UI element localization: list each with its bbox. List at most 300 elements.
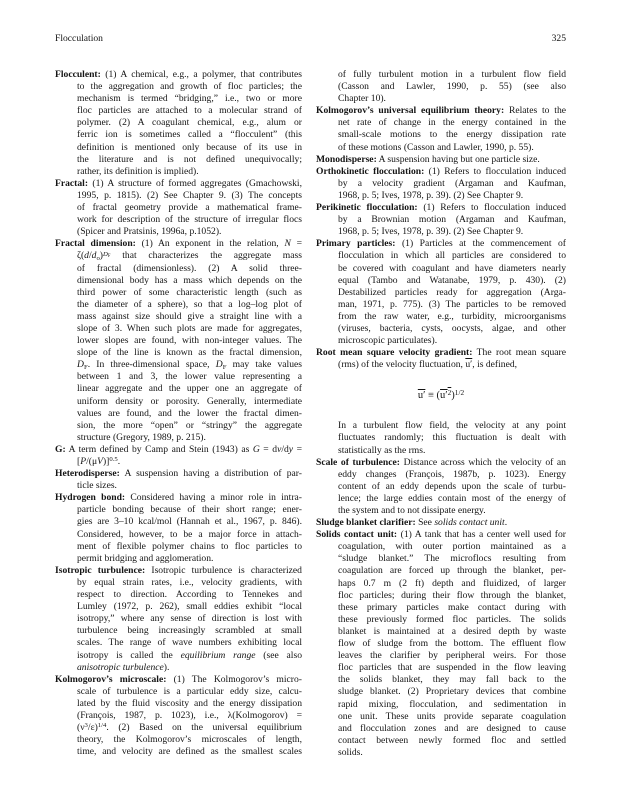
text-run: Isotropic turbulence: bbox=[55, 564, 146, 576]
entry-line bbox=[316, 142, 566, 154]
text-run: by a velocity gradient (Argaman and Kaufman, bbox=[338, 177, 566, 189]
entry-line bbox=[316, 250, 566, 262]
term-label bbox=[316, 202, 418, 213]
entry-line bbox=[55, 480, 302, 492]
entry-line bbox=[316, 166, 566, 178]
glossary-entry bbox=[55, 492, 302, 565]
text-run: coagulation are forced up through the blanket, per- bbox=[338, 565, 566, 577]
text-run: theory, the Kolmogorov’s microscales of length, bbox=[77, 734, 302, 746]
text-run: polymer. (2) A coagulant chemical, e.g., alum or bbox=[77, 117, 302, 129]
superscript bbox=[109, 456, 117, 463]
text-run: flocculation in which all particles are considered to bbox=[338, 250, 566, 262]
text-run: of fractal (dimensionless). (2) A solid three- bbox=[77, 262, 302, 274]
entry-line bbox=[55, 81, 302, 93]
text-run: mass against size should give a straight line with a bbox=[77, 310, 302, 322]
entry-line bbox=[55, 734, 302, 746]
text-run: A suspension having a distribution of par- bbox=[119, 468, 302, 480]
text-run: = d bbox=[259, 443, 278, 455]
entry-line bbox=[55, 129, 302, 141]
text-run: scale of turbulence is a particular eddy size, calcu- bbox=[77, 685, 302, 697]
text-run: N bbox=[284, 238, 291, 250]
entry-line bbox=[316, 311, 566, 323]
text-run: ) bbox=[451, 390, 455, 402]
entry-line bbox=[316, 517, 566, 529]
term-label bbox=[316, 154, 377, 165]
text-run: . In three-dimensional space, bbox=[87, 359, 216, 371]
text-run: sion, the more “open” or “stringy” the aggregate bbox=[77, 419, 302, 431]
entry-line bbox=[55, 613, 302, 625]
text-run: (1) Refers to flocculation induced bbox=[424, 165, 566, 177]
italic-text bbox=[253, 444, 260, 455]
entry-line bbox=[55, 214, 302, 226]
running-title: Flocculation bbox=[55, 33, 103, 44]
page-number: 325 bbox=[551, 33, 566, 44]
text-run: floc particles are attached to a molecular strand of bbox=[77, 105, 302, 117]
entry-line bbox=[316, 226, 566, 238]
glossary-entry bbox=[316, 202, 566, 238]
entry-line bbox=[55, 468, 302, 480]
entry-line bbox=[55, 577, 302, 589]
entry-line bbox=[55, 589, 302, 601]
subscript bbox=[84, 364, 88, 371]
term-label bbox=[55, 468, 120, 479]
term-label bbox=[316, 105, 504, 116]
text-run: solids. bbox=[338, 746, 363, 758]
entry-line bbox=[316, 202, 566, 214]
text-run: Perikinetic flocculation: bbox=[316, 202, 418, 214]
entry-line bbox=[316, 105, 566, 117]
text-run: 0.5 bbox=[109, 456, 118, 464]
entry-line bbox=[55, 444, 302, 456]
text-run: (viruses, bacteria, cysts, oocysts, algae, and other bbox=[338, 322, 566, 334]
text-run: ment of flexible polymer chains to floc particles to bbox=[77, 540, 302, 552]
entry-line bbox=[55, 347, 302, 359]
superscript bbox=[98, 722, 107, 729]
text-run: microscopic particulates). bbox=[338, 335, 438, 347]
entry-line bbox=[55, 492, 302, 504]
text-run: from the raw water, e.g., turbidity, microorganisms bbox=[338, 310, 566, 322]
entry-line bbox=[316, 81, 566, 93]
text-run: lower slopes are found, with non-integer values. The bbox=[77, 335, 302, 347]
text-run: rather, its definition is implied). bbox=[77, 165, 199, 177]
entry-line bbox=[55, 275, 302, 287]
text-run: /d bbox=[281, 443, 289, 455]
text-run: values are found, and the lower the fractal dimen- bbox=[77, 407, 302, 419]
text-run: [ bbox=[77, 456, 81, 467]
entry-line bbox=[316, 578, 566, 590]
entry-line bbox=[316, 214, 566, 226]
text-run: 2 bbox=[447, 388, 452, 398]
entry-line bbox=[55, 359, 302, 371]
text-run: , is defined, bbox=[472, 359, 518, 371]
text-run: ) bbox=[99, 250, 103, 262]
term-label bbox=[55, 238, 136, 249]
text-run: A suspension having but one particle size. bbox=[376, 153, 540, 165]
entry-line bbox=[55, 383, 302, 395]
text-run: work for description of the structure of irregular flocs bbox=[77, 214, 302, 226]
entry-line bbox=[55, 516, 302, 528]
entry-line bbox=[316, 590, 566, 602]
text-run: that characterizes the aggregate mass bbox=[110, 250, 302, 262]
text-run: be covered with coagulant and have diameters nearly bbox=[338, 262, 566, 274]
text-run: statistically as the rms. bbox=[338, 444, 426, 456]
text-run: lated by the fluid viscosity and the energy dissipation bbox=[77, 697, 302, 709]
text-run: Scale of turbulence: bbox=[316, 456, 400, 468]
entry-line bbox=[55, 408, 302, 420]
text-run: sludge blanket. (2) Proprietary devices that combine bbox=[338, 686, 566, 698]
italic-text bbox=[434, 517, 504, 528]
entry-line bbox=[316, 469, 566, 481]
text-run: scales. The range of wave numbers exhibiting local bbox=[77, 637, 302, 649]
entry-line bbox=[316, 505, 566, 517]
running-header bbox=[55, 33, 566, 45]
text-run: P bbox=[80, 456, 87, 467]
entry-line bbox=[316, 263, 566, 275]
glossary-entry bbox=[55, 674, 302, 759]
text-run: contact between newly formed floc and settled bbox=[338, 734, 566, 746]
entry-line bbox=[55, 154, 302, 166]
text-run: u′ bbox=[417, 390, 426, 402]
text-run: G bbox=[252, 443, 260, 455]
text-run: turbulence being increasingly scrambled at small bbox=[77, 625, 302, 637]
text-run: D bbox=[77, 359, 84, 371]
text-run: dimensional body has a mass which depends on the bbox=[77, 274, 302, 286]
text-run: d bbox=[84, 250, 89, 262]
entry-line bbox=[316, 178, 566, 190]
italic-text bbox=[77, 359, 84, 370]
entry-line bbox=[316, 638, 566, 650]
text-run: Chapter 10). bbox=[338, 93, 386, 105]
glossary-entry bbox=[316, 154, 566, 166]
glossary-entry bbox=[55, 178, 302, 238]
text-run: 1/2 bbox=[454, 388, 465, 398]
text-run: of these motions (Casson and Lawler, 1990, p. 55). bbox=[338, 141, 534, 153]
text-run: anisotropic turbulence bbox=[77, 661, 164, 673]
text-run: floc particles; during their flow through the blanket, bbox=[338, 589, 566, 601]
glossary-entry bbox=[316, 105, 566, 153]
text-run: these previously formed floc particles. The solids bbox=[338, 613, 566, 625]
text-run: structure (Gregory, 1989, p. 215). bbox=[77, 431, 206, 443]
text-run: V bbox=[97, 456, 103, 467]
entry-line bbox=[316, 238, 566, 250]
entry-line bbox=[316, 432, 566, 444]
entry-line bbox=[55, 541, 302, 553]
text-run: fluctuates randomly; this fluctuation is dealt with bbox=[338, 432, 566, 444]
text-run: u′ bbox=[465, 359, 473, 371]
text-run: gies are 3–10 kcal/mol (Hannah et al., 1967, p. 846). bbox=[77, 516, 302, 528]
text-run: Flocculent: bbox=[55, 69, 101, 80]
text-run: isotropy is called the bbox=[77, 649, 181, 661]
entry-line bbox=[55, 529, 302, 541]
entry-line bbox=[55, 142, 302, 154]
text-run: (1) A tank that has a center well used for bbox=[397, 529, 566, 541]
text-run: Distance across which the velocity of an bbox=[399, 456, 566, 468]
term-label bbox=[55, 565, 145, 576]
text-run: v bbox=[277, 443, 282, 455]
text-run: Primary particles: bbox=[316, 238, 396, 250]
term-label bbox=[316, 457, 400, 468]
entry-line bbox=[316, 541, 566, 553]
text-run: . bbox=[504, 517, 508, 529]
text-run: of fractal geometry provide a mathematical frame- bbox=[77, 202, 302, 214]
glossary-entry bbox=[55, 468, 302, 492]
text-run: equal (Tambo and Watanabe, 1979, p. 430). (2) bbox=[338, 274, 566, 286]
entry-line bbox=[316, 299, 566, 311]
text-run: /ε) bbox=[87, 722, 98, 734]
text-run: 3 bbox=[84, 722, 88, 730]
text-run: respect to direction. According to Tennekes and bbox=[77, 589, 302, 601]
entry-line bbox=[55, 456, 302, 468]
text-run: Orthokinetic flocculation: bbox=[316, 165, 425, 177]
entry-line bbox=[55, 226, 302, 238]
text-run: these primary particles make contact during with bbox=[338, 601, 566, 613]
entry-line bbox=[316, 335, 566, 347]
text-run: solids contact unit bbox=[434, 517, 505, 529]
text-run: . (2) Based on the universal equilibrium bbox=[106, 722, 302, 734]
entry-line bbox=[316, 420, 566, 432]
entry-line bbox=[55, 601, 302, 613]
text-run: 1995, p. 1815). (2) See Chapter 9. (3) The concepts bbox=[77, 189, 302, 201]
entry-line bbox=[55, 662, 302, 674]
glossary-entry bbox=[316, 529, 566, 759]
glossary-entry bbox=[316, 457, 566, 517]
term-label bbox=[316, 517, 416, 528]
entry-line bbox=[316, 323, 566, 335]
entry-line bbox=[55, 637, 302, 649]
text-run: net rate of change in the energy contained in the bbox=[338, 117, 566, 129]
subscript bbox=[96, 255, 99, 262]
text-run: (1) The Kolmogorov’s micro- bbox=[166, 673, 302, 685]
text-run: ζ( bbox=[77, 250, 85, 262]
text-run: D bbox=[215, 359, 223, 371]
entry-line bbox=[55, 263, 302, 275]
entry-line bbox=[316, 529, 566, 541]
entry-line bbox=[316, 650, 566, 662]
overline-symbol bbox=[440, 390, 451, 401]
text-run: ). bbox=[163, 661, 170, 673]
text-run: uniform density or porosity. Generally, intermediate bbox=[77, 395, 302, 407]
entry-line bbox=[316, 347, 566, 359]
term-label bbox=[316, 529, 397, 540]
glossary-entry bbox=[316, 238, 566, 347]
text-run: (1) Refers to flocculation induced bbox=[417, 202, 566, 214]
text-run: Fractal dimension: bbox=[55, 238, 136, 250]
text-run: blanket is maintained at a desired depth by waste bbox=[338, 625, 566, 637]
text-run: definition is mentioned only because of its use in bbox=[77, 141, 302, 153]
text-run: (1) A chemical, e.g., a polymer, that contributes bbox=[100, 69, 302, 80]
entry-line bbox=[316, 602, 566, 614]
text-run: Heterodisperse: bbox=[55, 468, 120, 480]
entry-line bbox=[316, 711, 566, 723]
text-run: isotropy,” where any sense of direction is lost with bbox=[77, 613, 302, 625]
entry-line bbox=[316, 614, 566, 626]
text-run: ticle sizes. bbox=[77, 480, 117, 492]
entry-line bbox=[316, 674, 566, 686]
glossary-entry bbox=[55, 238, 302, 444]
entry-line bbox=[55, 396, 302, 408]
text-run: time, and velocity are defined as the smallest scales bbox=[77, 746, 302, 758]
entry-line bbox=[55, 202, 302, 214]
entry-line bbox=[55, 565, 302, 577]
text-run: (1) A structure of formed aggregates (Gmachowski, bbox=[88, 177, 302, 189]
text-run: (ν bbox=[77, 722, 85, 734]
text-run: Solids contact unit: bbox=[316, 529, 398, 541]
entry-line bbox=[55, 710, 302, 722]
text-run: F bbox=[222, 363, 227, 371]
entry-line bbox=[316, 190, 566, 202]
text-run: ≡ ( bbox=[425, 390, 441, 402]
text-run: Monodisperse: bbox=[316, 153, 377, 165]
glossary-entry bbox=[316, 69, 566, 105]
entry-line bbox=[55, 178, 302, 190]
entry-line bbox=[55, 311, 302, 323]
italic-text bbox=[181, 650, 256, 661]
entry-line bbox=[316, 457, 566, 469]
entry-line bbox=[55, 674, 302, 686]
text-run: F bbox=[107, 253, 111, 259]
text-run: by equal strain rates, i.e., velocity gradients, with bbox=[77, 576, 302, 588]
entry-line bbox=[316, 93, 566, 105]
equation bbox=[316, 371, 566, 420]
text-run: (see also bbox=[255, 649, 302, 661]
text-run: Considered, however, to be a major force in attach- bbox=[77, 528, 302, 540]
entry-line bbox=[55, 238, 302, 250]
text-run: permit bridging and agglomeration. bbox=[77, 552, 214, 564]
text-run: “sludge blanket.” The microflocs resulting from bbox=[338, 553, 566, 565]
entry-line bbox=[55, 371, 302, 383]
entry-line bbox=[316, 699, 566, 711]
entry-line bbox=[55, 698, 302, 710]
text-run: particle bonding because of their short range; ener- bbox=[77, 504, 302, 516]
superscript bbox=[448, 388, 452, 397]
entry-line bbox=[55, 250, 302, 262]
text-run: Hydrogen bond: bbox=[55, 492, 126, 504]
entry-line bbox=[316, 626, 566, 638]
left-column bbox=[55, 69, 302, 758]
entry-line bbox=[55, 722, 302, 734]
text-run: G: bbox=[55, 443, 66, 455]
term-label bbox=[316, 238, 395, 249]
text-run: Kolmogorov’s universal equilibrium theory: bbox=[316, 105, 505, 117]
text-run: D bbox=[103, 250, 108, 258]
entry-line bbox=[55, 323, 302, 335]
text-run: between 1 and 3, the lower value representing a bbox=[77, 371, 302, 383]
entry-line bbox=[55, 190, 302, 202]
text-run: man, 1971, p. 775). (3) The particles to be removed bbox=[338, 298, 566, 310]
entry-line bbox=[316, 747, 566, 759]
text-run: Destabilized particles ready for aggregation (Arga- bbox=[338, 286, 566, 298]
text-run: Considered having a minor role in intra- bbox=[125, 492, 302, 504]
subscript bbox=[223, 364, 227, 371]
entry-line bbox=[55, 105, 302, 117]
text-run: Relates to the bbox=[504, 105, 566, 117]
text-run: u′ bbox=[440, 390, 448, 402]
entry-line bbox=[55, 504, 302, 516]
glossary-entry bbox=[55, 69, 302, 178]
text-run: d bbox=[91, 250, 97, 262]
glossary-entry bbox=[316, 166, 566, 202]
text-run: A term defined by Camp and Stein (1943) as bbox=[65, 443, 253, 455]
entry-line bbox=[316, 117, 566, 129]
superscript bbox=[455, 388, 464, 397]
text-run: Fractal: bbox=[55, 177, 89, 189]
entry-line bbox=[55, 625, 302, 637]
text-run: Isotropic turbulence is characterized bbox=[145, 564, 302, 576]
text-run: lence; the large eddies contain most of the energy of bbox=[338, 492, 566, 504]
term-label bbox=[55, 69, 101, 80]
text-run: See bbox=[415, 517, 435, 529]
text-run: )] bbox=[102, 456, 110, 467]
entry-line bbox=[55, 432, 302, 444]
italic-text bbox=[216, 359, 223, 370]
text-run: F bbox=[83, 363, 88, 371]
text-run: (Spicer and Pratsinis, 1996a, p.1052). bbox=[77, 226, 222, 238]
entry-line bbox=[316, 553, 566, 565]
text-run: eddy changes (François, 1987b, p. 1023). Energy bbox=[338, 468, 566, 480]
text-run: 1968, p. 5; Ives, 1978, p. 39). (2) See Chapter 9. bbox=[338, 189, 524, 201]
subscript bbox=[108, 254, 111, 259]
text-run: floc particles that are suspended in the flow leaving bbox=[338, 662, 566, 674]
entry-line bbox=[55, 335, 302, 347]
text-run: rapid mixing, flocculation, and sedimentation in bbox=[338, 698, 566, 710]
entry-line bbox=[316, 359, 566, 371]
text-run: Root mean square velocity gradient: bbox=[316, 347, 473, 359]
entry-line bbox=[316, 735, 566, 747]
entry-line bbox=[316, 154, 566, 166]
text-run: (1) An exponent in the relation, bbox=[135, 238, 285, 250]
text-run: slope of 3. When such plots are made for aggregates, bbox=[77, 322, 302, 334]
text-run: Lumley (1972, p. 262), small eddies exhibit “local bbox=[77, 601, 302, 613]
term-label bbox=[55, 444, 66, 455]
term-label bbox=[316, 347, 472, 358]
text-run: by a Brownian motion (Argaman and Kaufman, bbox=[338, 214, 566, 226]
entry-line bbox=[316, 69, 566, 81]
text-run: = bbox=[290, 238, 302, 250]
text-run: small-scale motions to the energy dissipation rate bbox=[338, 129, 566, 141]
text-run: the diameter of a sphere), so that a log–log plot of bbox=[77, 298, 302, 310]
text-run: In a turbulent flow field, the velocity at any point bbox=[338, 420, 566, 432]
text-run: The root mean square bbox=[472, 347, 566, 359]
entry-line bbox=[55, 166, 302, 178]
entry-line bbox=[316, 129, 566, 141]
text-run: coagulation, with outer portion maintained as a bbox=[338, 541, 566, 553]
term-label bbox=[55, 178, 88, 189]
entry-line bbox=[55, 69, 302, 81]
text-run: Sludge blanket clarifier: bbox=[316, 517, 416, 529]
term-label bbox=[55, 674, 166, 685]
entry-line bbox=[316, 275, 566, 287]
text-run: y bbox=[288, 443, 294, 455]
text-run: equilibrium range bbox=[180, 649, 256, 661]
text-run: o bbox=[96, 255, 100, 263]
text-run: mechanism is termed “bridging,” i.e., two or more bbox=[77, 93, 302, 105]
text-run: (François, 1987, p. 1023), i.e., λ(Kolmogorov) = bbox=[77, 709, 302, 721]
entry-line bbox=[316, 565, 566, 577]
text-run: 1968, p. 5; Ives, 1978, p. 39). (2) See Chapter 9. bbox=[338, 226, 524, 238]
entry-line bbox=[55, 287, 302, 299]
text-run: leaves the clarifier by peripheral weirs. For those bbox=[338, 650, 566, 662]
entry-line bbox=[55, 686, 302, 698]
text-run: (1) Particles at the commencement of bbox=[395, 238, 567, 250]
text-run: to the aggregation and growth of floc particles; the bbox=[77, 81, 302, 93]
text-run: ferric ion is sometimes called a “flocculent” (this bbox=[77, 129, 302, 141]
text-run: third power of some characteristic length (such as bbox=[77, 286, 302, 298]
text-run: flow of sludge from the bottom. The effluent flow bbox=[338, 638, 566, 650]
entry-line bbox=[55, 93, 302, 105]
entry-line bbox=[316, 445, 566, 457]
term-label bbox=[55, 492, 125, 503]
entry-line bbox=[55, 299, 302, 311]
